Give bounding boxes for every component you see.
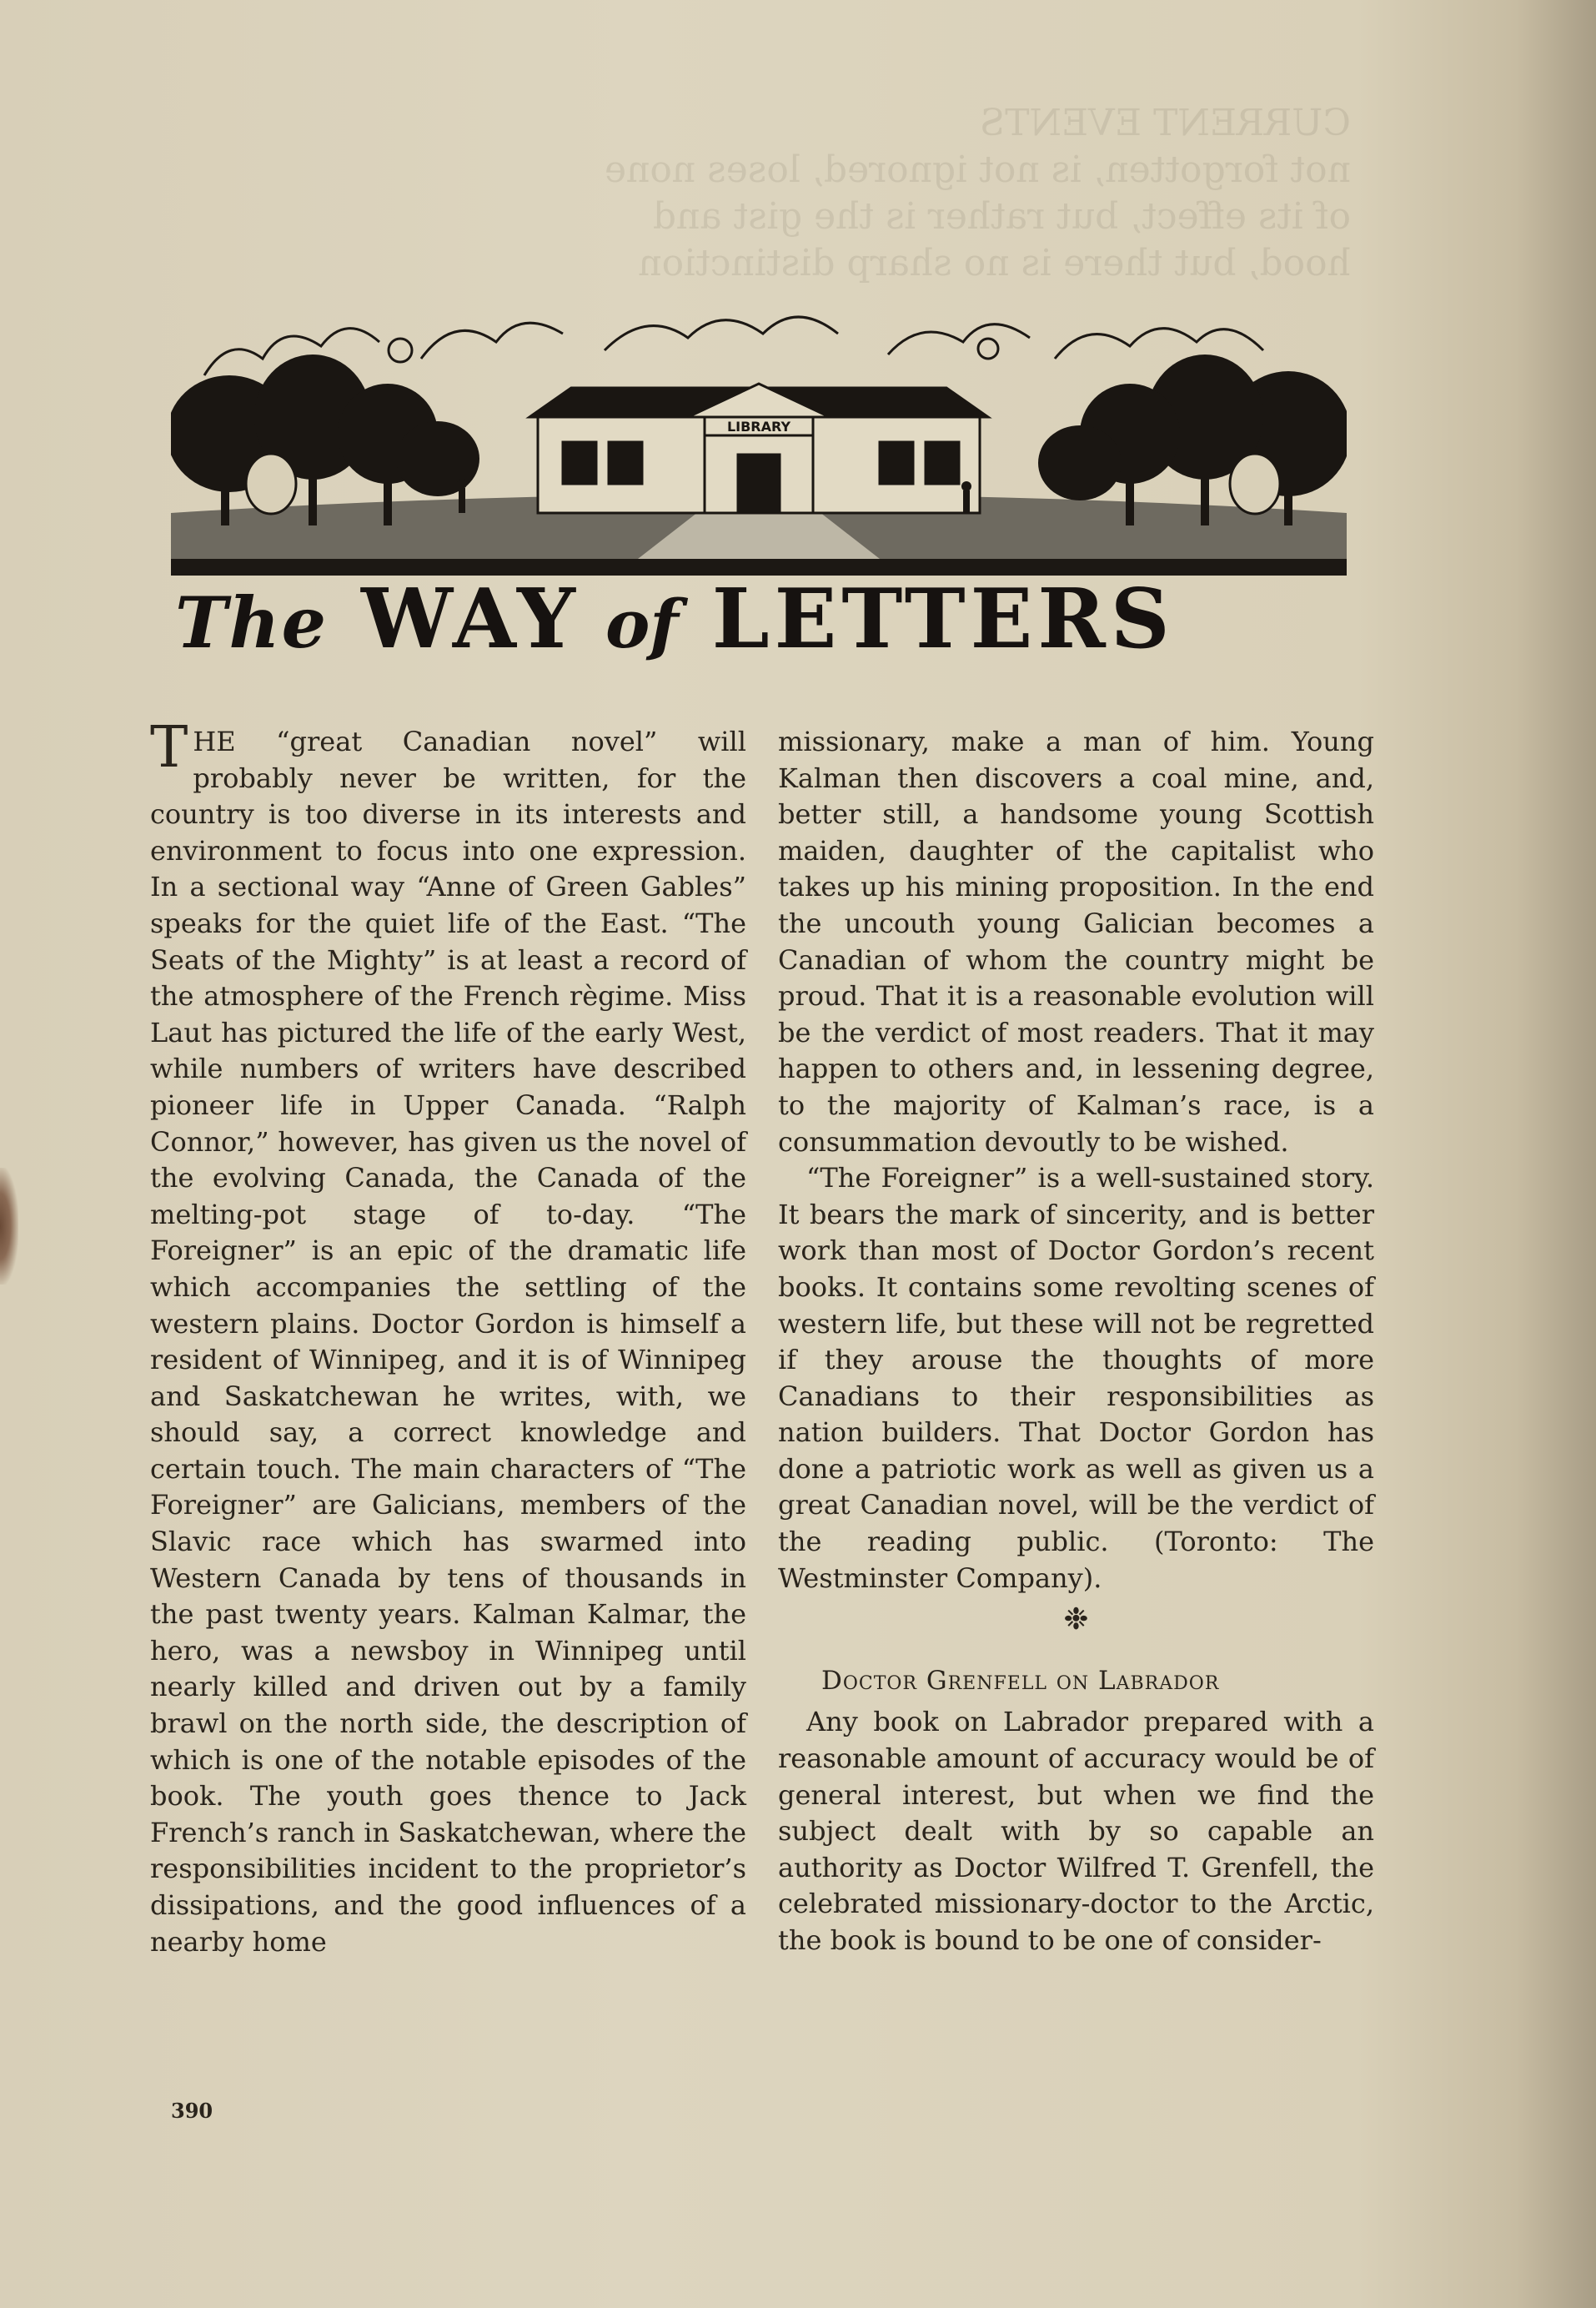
drop-cap: T xyxy=(150,715,188,781)
bleed-line: not forgotten, is not ignored, loses none xyxy=(604,148,1351,191)
left-column xyxy=(150,715,746,1960)
bleed-through-text xyxy=(142,100,1351,317)
paragraph: missionary, make a man of him. Young Kalman then discovers a coal mine, and, better still, a handsome young Scottish maiden, daughter of the capitalist who takes up his mining proposition. In the end the uncouth young Galician becomes a Canadian of whom the country might be proud. That it is a reasonable evolution will be the verdict of most readers. That it may happen to others and, in lessening degree, to the majority of Kalman’s race, is a consummation devoutly to be wished. xyxy=(778,726,1374,1158)
paragraph: Any book on Labrador prepared with a reasonable amount of accuracy would be of general interest, but when we find the subject dealt with by so capable an authority as Doctor Wilfred T. Grenfell, the celebrated missionary-doctor to the Arctic, the book is bound to be one of consider- xyxy=(778,1706,1374,1956)
title-way: WAY xyxy=(361,571,580,663)
bleed-line: hood, but there is no sharp distinction xyxy=(638,242,1351,284)
paragraph: “The Foreigner” is a well-sustained story. It bears the mark of sincerity, and is better work than most of Doctor Gordon’s recent books. It contains some revolting scenes of western life, but these will not be regretted if they arouse the thoughts of more Canadians to their responsibilities as nation builders. That Doctor Gordon has done a patriotic work as well as given us a great Canadian novel, will be the verdict of the reading public. (Toronto: The Westminster Company). xyxy=(778,1162,1374,1594)
title-letters: LETTERS xyxy=(711,571,1175,663)
right-column xyxy=(778,724,1374,1959)
paragraph xyxy=(150,715,746,1960)
section-title xyxy=(175,571,1347,663)
bleed-line: CURRENT EVENTS xyxy=(980,102,1351,144)
title-of: of xyxy=(605,585,679,663)
library-illustration xyxy=(171,309,1347,576)
subheading: Doctor Grenfell on Labrador xyxy=(821,1665,1220,1696)
library-sign: LIBRARY xyxy=(726,419,791,435)
separator-ornament: ❉ xyxy=(1063,1602,1089,1637)
binding-edge xyxy=(0,1168,18,1285)
bleed-line: of its effect, but rather is the gist and xyxy=(652,195,1351,238)
page-number: 390 xyxy=(171,2099,213,2123)
title-the: The xyxy=(175,581,329,663)
paragraph-text: HE “great Canadian novel” will probably never be written, for the country is too diverse in its interests and environment to focus into one expression. In a sectional way “Anne of Green Gables” speaks for the quiet life of the East. “The Seats of the Mighty” is at least a record of the atmosphere of the French règime. Miss Laut has pictured the life of the early West, while numbers of writers have described pioneer life in Upper Canada. “Ralph Connor,” however, has given us the novel of the evolving Canada, the Canada of the melting-pot stage of to-day. “The Foreigner” is an epic of the dramatic life which accompanies the settling of the western plains. Doctor Gordon is himself a resident of Winnipeg, and it is of Winnipeg and Saskatchewan he writes, with, we should say, a correct knowledge and certain touch. The main characters of “The Foreigner” are Galicians, members of the Slavic race which has swarmed into Western Canada by tens of thousands in the past twenty years. Kalman Kalmar, the hero, was a newsboy in Winnipeg until nearly killed and driven out by a family brawl on the north side, the description of which is one of the notable episodes of the book. The youth goes thence to Jack French’s ranch in Saskatchewan, where the responsibilities incident to the proprietor’s dissipations, and the good influences of a nearby home xyxy=(150,726,746,1958)
